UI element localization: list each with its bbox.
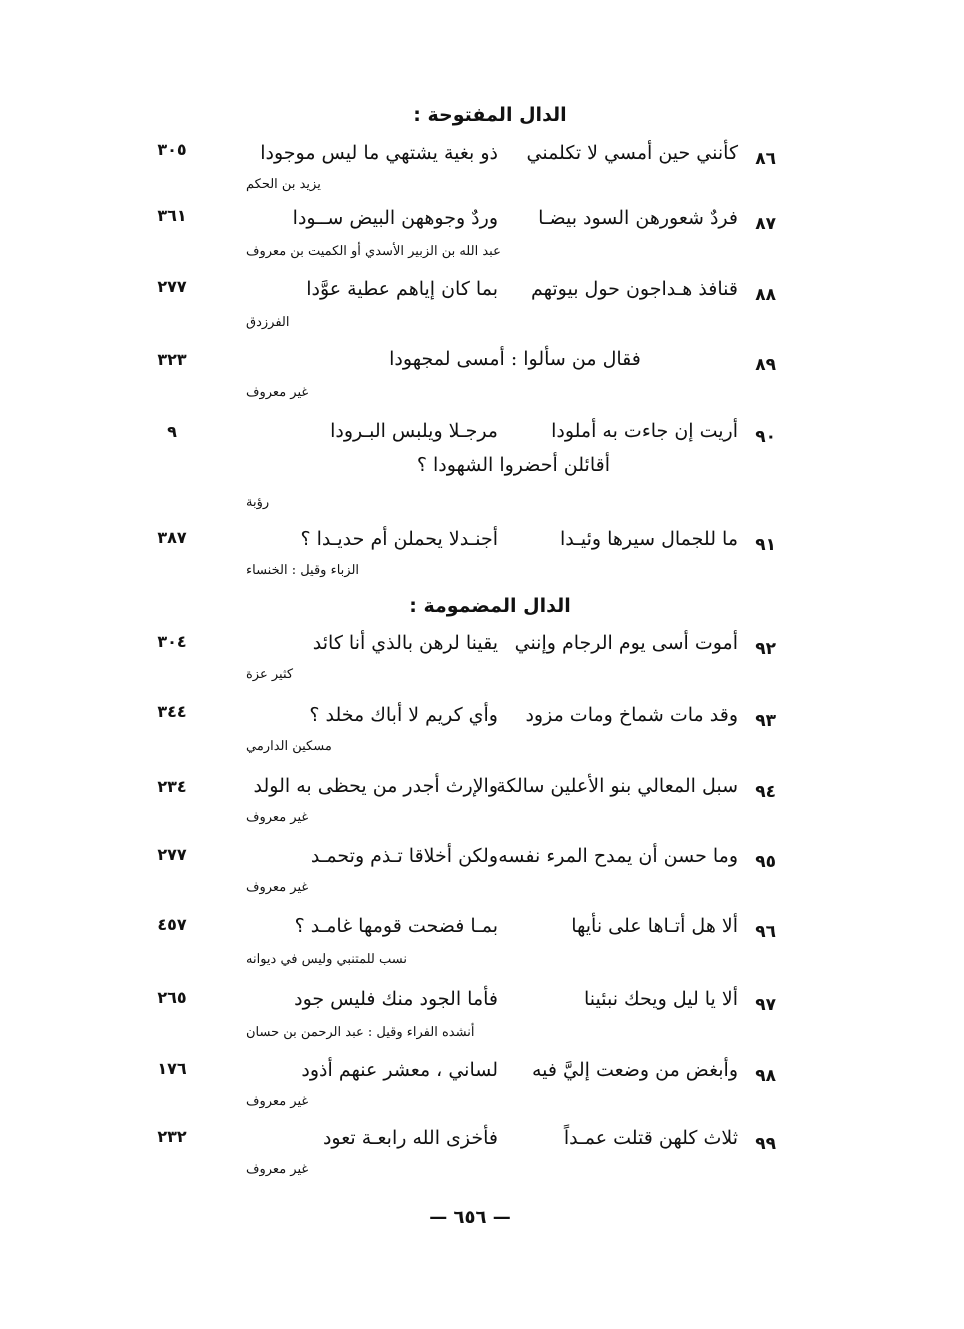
verse-first-hemistich: ثلاث كلهن قتلت عمـداً: [563, 1127, 738, 1149]
verse-second-hemistich: بمـا فضحت قومها غامـد ؟: [294, 915, 498, 937]
page-number: — ٦٥٦ —: [429, 1207, 511, 1228]
verse-second-hemistich: والإرث أجدر من يحظى به الولد: [253, 775, 498, 797]
verse-single-line: فقال من سألوا : أمسى لمجهودا: [389, 348, 641, 370]
page-reference: ٣٠٤: [157, 632, 187, 651]
verse-first-hemistich: وقد مات شماخ ومات مزود: [525, 704, 738, 726]
verse-first-hemistich: ما للجمال سيرها وئيـدا: [560, 528, 738, 550]
verse-number: ٩٩: [755, 1134, 776, 1154]
verse-number: ٩٨: [755, 1066, 776, 1086]
poet-attribution: نسب للمتنبي وليس في ديوانه: [246, 952, 408, 967]
page-reference: ٣٦١: [157, 206, 187, 225]
verse-first-hemistich: ألا يا ليل ويحك نبئينا: [583, 988, 738, 1010]
verse-number: ٩٧: [755, 995, 776, 1015]
page-reference: ٤٥٧: [157, 915, 187, 934]
poet-attribution: مسكين الدارمي: [246, 739, 332, 754]
poet-attribution: غير معروف: [246, 1162, 309, 1177]
verse-first-hemistich: قنافذ هـداجون حول بيوتهم: [530, 278, 738, 300]
poet-attribution: كثير عزة: [246, 667, 294, 682]
verse-first-hemistich: وما حسن أن يمدح المرء نفسه: [498, 845, 738, 867]
page-reference: ٢٣٢: [157, 1127, 187, 1146]
verse-number: ٩١: [755, 535, 776, 555]
page-reference: ٣٨٧: [157, 528, 187, 547]
verse-number: ٩٣: [755, 711, 776, 731]
verse-continuation: أقائلن أحضروا الشهودا ؟: [416, 454, 610, 476]
verse-number: ٨٩: [755, 355, 776, 375]
page-reference: ٣٢٣: [157, 350, 187, 369]
verse-number: ٩٠: [755, 427, 776, 447]
verse-second-hemistich: وردٌ وجوههن البيض ســودا: [292, 207, 498, 229]
verse-first-hemistich: وأبغض من وضعت إليَّ فيه: [531, 1059, 738, 1081]
poet-attribution: غير معروف: [246, 810, 309, 825]
verse-number: ٨٧: [755, 214, 776, 234]
verse-first-hemistich: سبل المعالي بنو الأعلين سالكة: [496, 775, 738, 797]
verse-first-hemistich: فردٌ شعورهن السود بيضـا: [538, 207, 738, 229]
verse-number: ٩٦: [755, 922, 776, 942]
poet-attribution: يزيد بن الحكم: [246, 177, 321, 192]
page-reference: ١٧٦: [157, 1059, 187, 1078]
page-reference: ٢٣٤: [157, 777, 187, 796]
page-reference: ٩: [167, 422, 177, 441]
poet-attribution: الفرزدق: [246, 315, 290, 330]
verse-first-hemistich: أريت إن جاءت به أملودا: [551, 420, 738, 442]
verse-number: ٩٢: [755, 639, 776, 659]
verse-second-hemistich: أجنـدلا يحملن أم حديـدا ؟: [300, 528, 498, 550]
poet-attribution: غير معروف: [246, 385, 309, 400]
poet-attribution: غير معروف: [246, 1094, 309, 1109]
verse-second-hemistich: وأي كريم لا أباك مخلد ؟: [309, 704, 498, 726]
poet-attribution: عبد الله بن الزبير الأسدي أو الكميت بن معروف: [246, 244, 501, 259]
poet-attribution: غير معروف: [246, 880, 309, 895]
verse-second-hemistich: ذو بغية يشتهي ما ليس موجودا: [260, 142, 498, 164]
verse-second-hemistich: ولكن أخلاقا تـذم وتحمـد: [310, 845, 498, 867]
verse-second-hemistich: بما كان إياهم عطية عوَّدا: [306, 278, 498, 300]
verse-second-hemistich: يقينا لرهن بالذي أنا كائد: [312, 632, 498, 654]
section-heading-damma: الدال المضمومة :: [409, 595, 571, 617]
page-reference: ٣٠٥: [157, 140, 187, 159]
poet-attribution: رؤبة: [246, 495, 270, 510]
verse-first-hemistich: أموت أسى يوم الرجام وإنني: [514, 632, 738, 654]
verse-number: ٨٨: [755, 285, 776, 305]
poet-attribution: أنشده الفراء وقيل : عبد الرحمن بن حسان: [246, 1025, 475, 1040]
verse-first-hemistich: ألا هل أتـاها على نأيها: [571, 915, 738, 937]
verse-first-hemistich: كأنني حين أمسي لا تكلمني: [526, 142, 738, 164]
verse-second-hemistich: مرجـلا ويلبس البـرودا: [330, 420, 498, 442]
verse-second-hemistich: فأما الجود منك فليس جود: [294, 988, 498, 1010]
verse-number: ٩٥: [755, 852, 776, 872]
page-reference: ٢٦٥: [157, 988, 187, 1007]
verse-second-hemistich: فأخزى الله رابعـة تعود: [322, 1127, 498, 1149]
verse-number: ٨٦: [755, 149, 776, 169]
verse-second-hemistich: لساني ، معشر عنهم أذود: [301, 1059, 498, 1081]
page-reference: ٢٧٧: [157, 277, 187, 296]
poet-attribution: الزباء وقيل : الخنساء: [246, 563, 360, 578]
section-heading-fatha: الدال المفتوحة :: [413, 104, 567, 126]
verse-number: ٩٤: [755, 782, 776, 802]
page-reference: ٣٤٤: [157, 702, 187, 721]
page-reference: ٢٧٧: [157, 845, 187, 864]
